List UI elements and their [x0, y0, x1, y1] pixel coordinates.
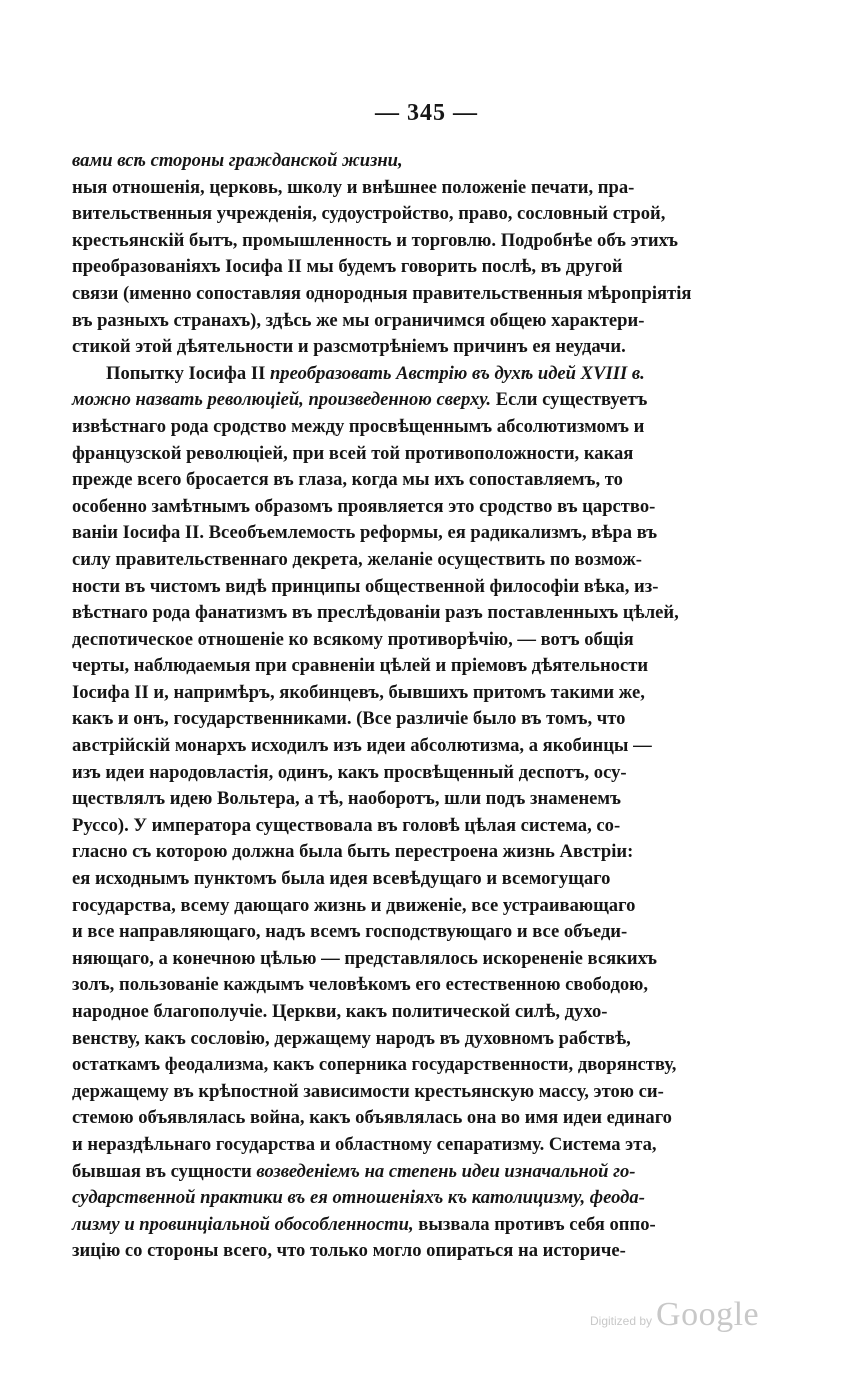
page-number: — 345 — — [375, 100, 478, 126]
text-span: черты, наблюдаемыя при сравненіи цѣлей и пріемовъ дѣятельности — [72, 655, 649, 677]
text-line — [72, 387, 720, 414]
text-line — [72, 839, 720, 866]
text-line — [72, 893, 720, 920]
text-line — [72, 680, 720, 707]
text-line — [72, 1159, 720, 1186]
text-line — [72, 972, 720, 999]
text-span: зицію со стороны всего, что только могло опираться на историче- — [72, 1240, 626, 1262]
text-span: въ разныхъ странахъ), здѣсь же мы ограничимся общею характери- — [72, 309, 645, 331]
text-span: бывшая въ сущности — [72, 1160, 257, 1182]
text-span: Если существуетъ — [491, 389, 648, 411]
text-span: и все направляющаго, надъ всемъ господствующаго и все объеди- — [72, 921, 628, 943]
text-span: золъ, пользованіе каждымъ человѣкомъ его естественною свободою, — [72, 974, 649, 996]
text-line — [72, 361, 720, 388]
text-line — [72, 308, 720, 335]
text-span: гласно съ которою должна была быть перестроена жизнь Австріи: — [72, 841, 634, 863]
italic-phrase: можно назвать революціей, произведенною сверху. — [72, 389, 492, 411]
text-span: деспотическое отношеніе ко всякому противорѣчію, — вотъ общія — [72, 628, 634, 650]
text-line — [72, 706, 720, 733]
text-line — [72, 760, 720, 787]
text-span: остаткамъ феодализма, какъ соперника государственности, дворянству, — [72, 1054, 677, 1076]
text-line — [72, 175, 720, 202]
text-line — [72, 441, 720, 468]
text-span: ществлялъ идею Вольтера, а тѣ, наоборотъ, шли подъ знаменемъ — [72, 788, 621, 810]
text-span: извѣстнаго рода сродство между просвѣщеннымъ абсолютизмомъ и — [72, 415, 645, 437]
text-line — [72, 494, 720, 521]
text-span: вительственныя учрежденія, судоустройство, право, сословный строй, — [72, 203, 666, 225]
text-span: французской революціей, при всей той противоположности, какая — [72, 442, 634, 464]
text-span: няющаго, а конечною цѣлью — представлялось искорененіе всякихъ — [72, 947, 657, 969]
text-span: Попытку Іосифа II — [106, 362, 270, 384]
italic-phrase: преобразовать Австрію въ духѣ идей XVIII в. — [269, 362, 645, 384]
text-line — [72, 228, 720, 255]
text-line — [72, 1105, 720, 1132]
text-line — [72, 1238, 720, 1265]
text-line — [72, 786, 720, 813]
text-span: Іосифа II и, напримѣръ, якобинцевъ, бывшихъ притомъ такими же, — [72, 681, 645, 703]
text-line — [72, 547, 720, 574]
text-span: Руссо). У императора существовала въ головѣ цѣлая система, со- — [72, 814, 621, 836]
text-span: держащему въ крѣпостной зависимости крестьянскую массу, этою си- — [72, 1080, 664, 1102]
text-line — [72, 467, 720, 494]
text-line — [72, 1052, 720, 1079]
text-line — [72, 866, 720, 893]
text-span: изъ идеи народовластія, одинъ, какъ просвѣщенный деспотъ, осу- — [72, 761, 627, 783]
text-span: и нераздѣльнаго государства и областному сепаратизму. Система эта, — [72, 1133, 657, 1155]
google-logo: Google — [656, 1296, 760, 1333]
text-line — [72, 148, 720, 175]
text-line — [72, 813, 720, 840]
italic-phrase: вами всѣ стороны гражданской жизни, — [72, 150, 403, 171]
text-span: стикой этой дѣятельности и разсмотрѣніемъ причинъ ея неудачи. — [72, 336, 626, 358]
text-span: ея исходнымъ пунктомъ была идея всевѣдущаго и всемогущаго — [72, 868, 611, 890]
text-line — [72, 334, 720, 361]
text-span: преобразованіяхъ Іосифа II мы будемъ говорить послѣ, въ другой — [72, 256, 623, 278]
italic-phrase: сударственной практики въ ея отношеніяхъ къ католицизму, феода- — [72, 1187, 645, 1209]
text-line — [72, 653, 720, 680]
text-span: ности въ чистомъ видѣ принципы общественной философіи вѣка, из- — [72, 575, 659, 597]
text-span: особенно замѣтнымъ образомъ проявляется это сродство въ царство- — [72, 495, 656, 517]
text-line — [72, 1079, 720, 1106]
text-span: вызвала противъ себя оппо- — [413, 1213, 656, 1235]
text-span: крестьянскій бытъ, промышленность и торговлю. Подробнѣе объ этихъ — [72, 229, 678, 251]
text-line — [72, 1026, 720, 1053]
text-line — [72, 733, 720, 760]
text-line — [72, 574, 720, 601]
text-line — [72, 281, 720, 308]
text-line — [72, 1132, 720, 1159]
text-span: прежде всего бросается въ глаза, когда мы ихъ сопоставляемъ, то — [72, 469, 623, 491]
text-line — [72, 1212, 720, 1239]
text-span: австрійскій монархъ исходилъ изъ идеи абсолютизма, а якобинцы — — [72, 735, 652, 757]
text-line — [72, 201, 720, 228]
text-line — [72, 999, 720, 1026]
text-span: народное благополучіе. Церкви, какъ политической силѣ, духо- — [72, 1001, 608, 1022]
watermark-prefix: Digitized by — [590, 1314, 653, 1328]
text-span: какъ и онъ, государственниками. (Все различіе было въ томъ, что — [72, 708, 626, 730]
text-span: государства, всему дающаго жизнь и движеніе, все устраивающаго — [72, 894, 636, 916]
digitized-watermark — [590, 1296, 759, 1334]
text-line — [72, 254, 720, 281]
italic-phrase: лизму и провинціальной обособленности, — [72, 1213, 414, 1235]
text-span: ваніи Іосифа II. Всеобъемлемость реформы, ея радикализмъ, вѣра въ — [72, 522, 658, 544]
text-span: вѣстнаго рода фанатизмъ въ преслѣдованіи разъ поставленныхъ цѣлей, — [72, 602, 679, 624]
text-line — [72, 600, 720, 627]
text-line — [72, 919, 720, 946]
text-span: силу правительственнаго декрета, желаніе осуществить по возмож- — [72, 548, 642, 570]
text-line — [72, 414, 720, 441]
text-line — [72, 1185, 720, 1212]
body-text — [72, 148, 720, 1265]
text-span: ныя отношенія, церковь, школу и внѣшнее положеніе печати, пра- — [72, 176, 635, 198]
text-span: связи (именно сопоставляя однородныя правительственныя мѣропріятія — [72, 282, 692, 304]
text-span: стемою объявлялась война, какъ объявлялась она во имя идеи единаго — [72, 1107, 672, 1129]
text-line — [72, 627, 720, 654]
text-line — [72, 520, 720, 547]
italic-phrase: возведеніемъ на степень идеи изначальной го- — [256, 1160, 636, 1182]
text-line — [72, 946, 720, 973]
text-span: венству, какъ сословію, держащему народъ въ духовномъ рабствѣ, — [72, 1027, 631, 1049]
